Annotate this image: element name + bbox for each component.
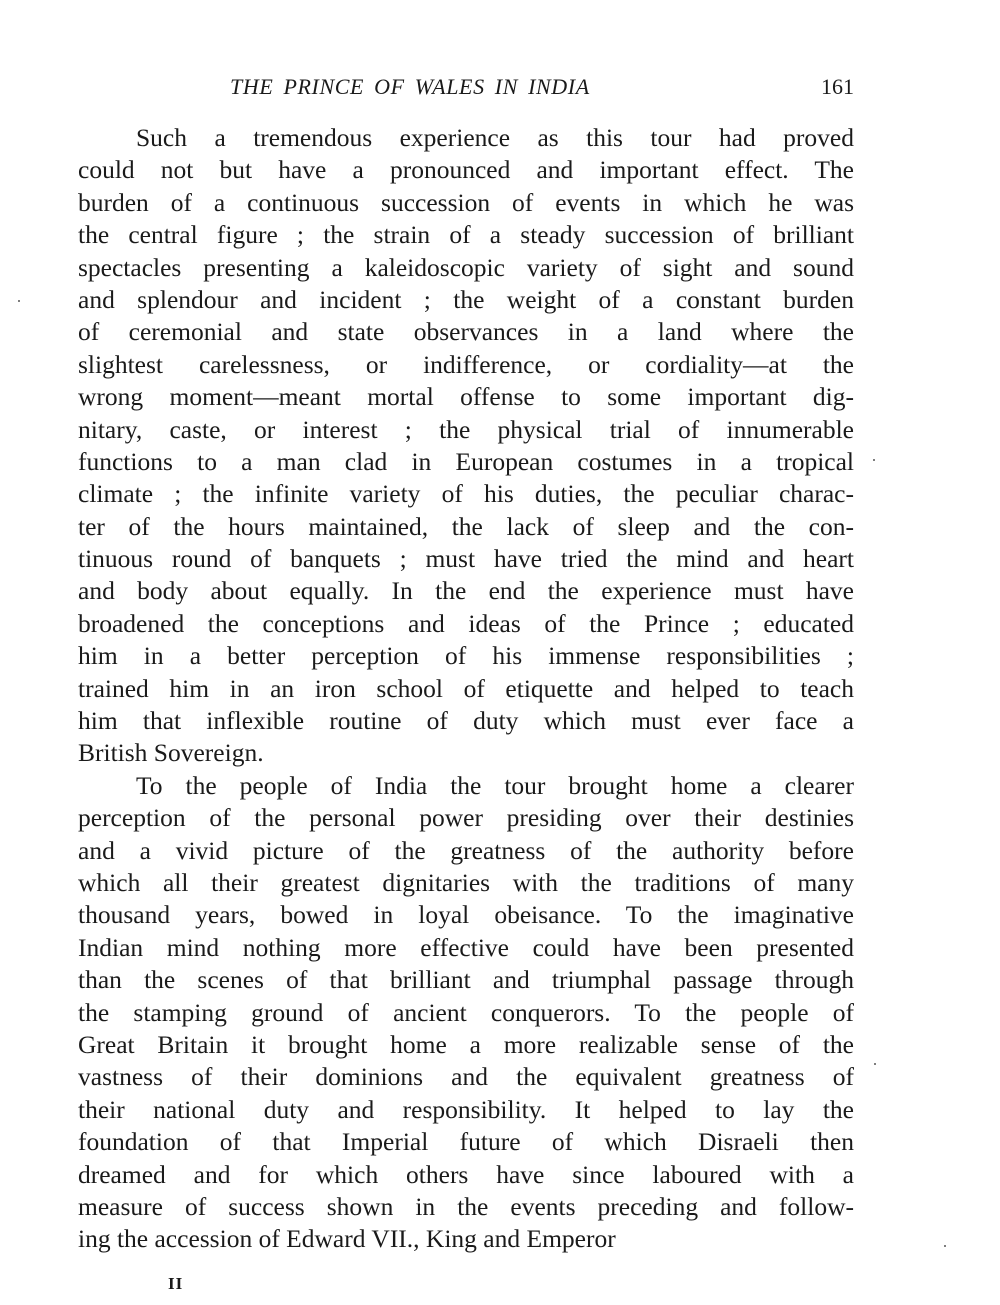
text-line: dreamed and for which others have since laboured with a	[78, 1159, 854, 1189]
text-line: and a vivid picture of the greatness of the authority before	[78, 835, 854, 865]
text-line: Indian mind nothing more effective could have been presented	[78, 932, 854, 962]
scan-speck	[944, 1245, 946, 1247]
paragraph-1	[78, 122, 854, 770]
text-line: ing the accession of Edward VII., King and Emperor	[78, 1224, 616, 1254]
text-line: measure of success shown in the events preceding and follow-	[78, 1191, 854, 1221]
text-line: British Sovereign.	[78, 738, 264, 768]
text-line: Such a tremendous experience as this tour had proved	[136, 123, 854, 152]
running-title: THE PRINCE OF WALES IN INDIA	[230, 74, 590, 99]
text-line: burden of a continuous succession of events in which he was	[78, 187, 854, 217]
text-line: him in a better perception of his immense responsibilities ;	[78, 641, 854, 671]
text-line: wrong moment—meant mortal offense to some important dig-	[78, 382, 854, 412]
text-line: To the people of India the tour brought home a clearer	[136, 770, 854, 800]
text-line: and splendour and incident ; the weight of a constant burden	[78, 284, 854, 314]
paragraph-2	[78, 770, 854, 1256]
text-line: him that inflexible routine of duty which must ever face a	[78, 706, 854, 736]
text-line: nitary, caste, or interest ; the physical trial of innumerable	[78, 414, 854, 444]
text-line: which all their greatest dignitaries with the traditions of many	[78, 867, 854, 897]
text-line: Great Britain it brought home a more realizable sense of the	[78, 1029, 854, 1059]
text-line: vastness of their dominions and the equivalent greatness of	[78, 1062, 854, 1092]
signature-mark: II	[168, 1274, 184, 1293]
text-line: and body about equally. In the end the experience must have	[78, 576, 854, 606]
text-line: foundation of that Imperial future of which Disraeli then	[78, 1127, 854, 1157]
scan-speck	[18, 300, 20, 302]
text-line: the stamping ground of ancient conquerors. To the people of	[78, 997, 854, 1027]
text-line: of ceremonial and state observances in a land where the	[78, 317, 854, 347]
body-text	[78, 122, 854, 1256]
scan-speck	[873, 459, 875, 461]
text-line: broadened the conceptions and ideas of the Prince ; educated	[78, 608, 854, 638]
text-line: climate ; the infinite variety of his duties, the peculiar charac-	[78, 479, 854, 509]
text-line: the central figure ; the strain of a steady succession of brilliant	[78, 220, 854, 250]
text-line: ter of the hours maintained, the lack of sleep and the con-	[78, 511, 854, 541]
text-line: than the scenes of that brilliant and triumphal passage through	[78, 965, 854, 995]
page-number: 161	[821, 74, 854, 99]
text-line: trained him in an iron school of etiquette and helped to teach	[78, 673, 854, 703]
text-line: slightest carelessness, or indifference, or cordiality—at the	[78, 349, 854, 379]
text-line: their national duty and responsibility. It helped to lay the	[78, 1094, 854, 1124]
text-line: functions to a man clad in European costumes in a tropical	[78, 446, 854, 476]
text-line: thousand years, bowed in loyal obeisance. To the imaginative	[78, 900, 854, 930]
text-line: spectacles presenting a kaleidoscopic variety of sight and sound	[78, 252, 854, 282]
text-line: perception of the personal power presiding over their destinies	[78, 803, 854, 833]
text-line: could not but have a pronounced and important effect. The	[78, 155, 854, 185]
text-line: tinuous round of banquets ; must have tried the mind and heart	[78, 544, 854, 574]
running-header	[78, 70, 854, 104]
scan-speck	[874, 1063, 876, 1065]
